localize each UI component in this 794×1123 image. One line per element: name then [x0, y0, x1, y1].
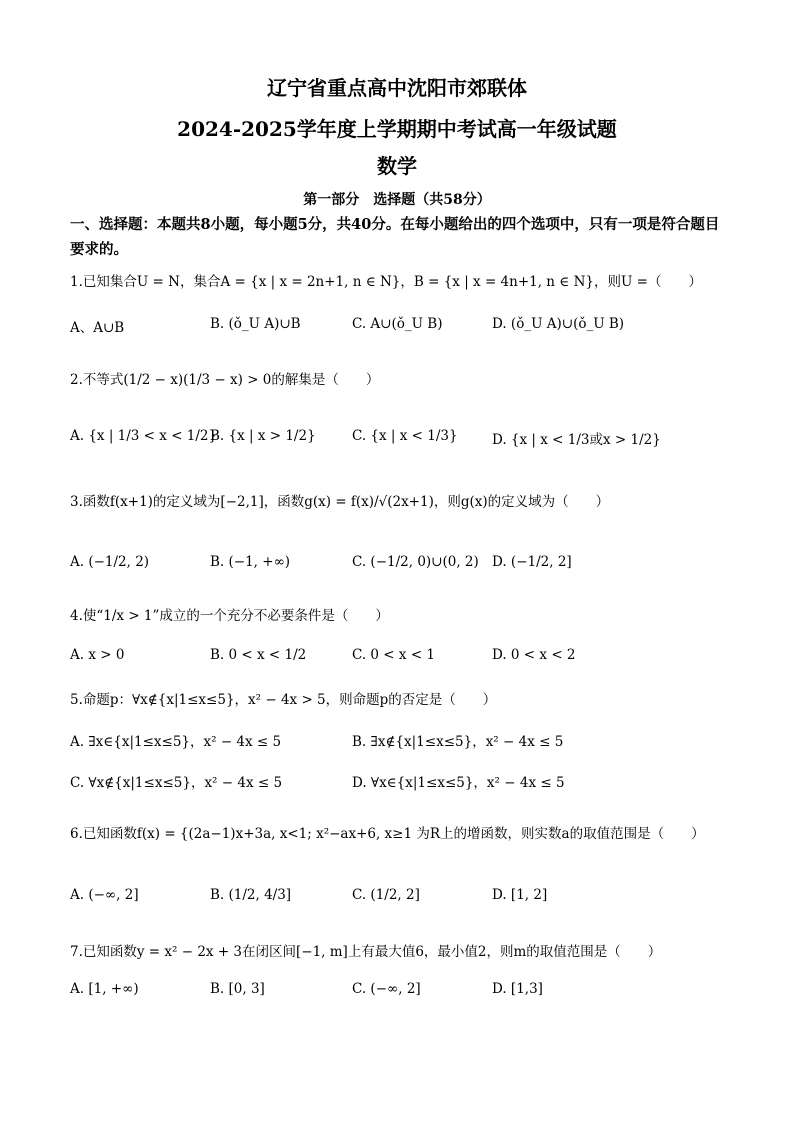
q3-option-c: C. (−1/2, 0)∪(0, 2) — [352, 554, 479, 570]
question-2-stem: 2.不等式(1/2 − x)(1/3 − x) > 0的解集是（ ） — [70, 372, 380, 388]
question-1-stem: 1.已知集合U = N，集合A = {x | x = 2n+1, n ∈ N}，B = {x | x = 4n+1, n ∈ N}，则U =（ ） — [70, 274, 702, 290]
part-heading: 第一部分 选择题（共58分） — [303, 192, 491, 208]
q7-option-a: A. [1, +∞) — [70, 981, 139, 997]
exam-subject: 数学 — [377, 154, 417, 178]
section-intro: 一、选择题：本题共8小题，每小题5分，共40分。在每小题给出的四个选项中，只有一项是符合题目要求的。 — [70, 216, 720, 258]
q3-option-d: D. (−1/2, 2] — [492, 554, 572, 570]
q1-option-a: A、A∪B — [70, 320, 125, 336]
exam-title-line2: 2024-2025学年度上学期期中考试高一年级试题 — [177, 117, 617, 141]
question-5-stem: 5.命题p：∀x∉{x|1≤x≤5}，x² − 4x > 5，则命题p的否定是（ ） — [70, 692, 497, 708]
q1-option-b: B. (ǒ_U A)∪B — [210, 316, 301, 332]
q7-option-b: B. [0, 3] — [210, 981, 265, 997]
q2-option-a: A. {x | 1/3 < x < 1/2} — [70, 428, 218, 444]
q5-option-d: D. ∀x∈{x|1≤x≤5}，x² − 4x ≤ 5 — [352, 775, 565, 791]
q2-option-d: D. {x | x < 1/3或x > 1/2} — [492, 432, 661, 448]
q4-option-d: D. 0 < x < 2 — [492, 647, 576, 663]
q5-option-b: B. ∃x∉{x|1≤x≤5}，x² − 4x ≤ 5 — [352, 734, 564, 750]
q6-option-c: C. (1/2, 2] — [352, 887, 420, 903]
q4-option-b: B. 0 < x < 1/2 — [210, 647, 307, 663]
q1-option-c: C. A∪(ǒ_U B) — [352, 316, 443, 332]
q3-option-a: A. (−1/2, 2) — [70, 554, 150, 570]
q7-option-d: D. [1,3] — [492, 981, 543, 997]
question-3-stem: 3.函数f(x+1)的定义域为[−2,1]，函数g(x) = f(x)/√(2x+1)，则g(x)的定义域为（ ） — [70, 494, 610, 510]
q1-option-d: D. (ǒ_U A)∪(ǒ_U B) — [492, 316, 625, 332]
q2-option-c: C. {x | x < 1/3} — [352, 428, 458, 444]
question-4-stem: 4.使“1/x > 1”成立的一个充分不必要条件是（ ） — [70, 608, 389, 624]
q4-option-c: C. 0 < x < 1 — [352, 647, 436, 663]
question-7-stem: 7.已知函数y = x² − 2x + 3在闭区间[−1, m]上有最大值6，最小值2，则m的取值范围是（ ） — [70, 944, 662, 960]
q6-option-d: D. [1, 2] — [492, 887, 548, 903]
q6-option-b: B. (1/2, 4/3] — [210, 887, 292, 903]
q2-option-b: B. {x | x > 1/2} — [210, 428, 316, 444]
q3-option-b: B. (−1, +∞) — [210, 554, 291, 570]
q7-option-c: C. (−∞, 2] — [352, 981, 421, 997]
q4-option-a: A. x > 0 — [70, 647, 125, 663]
question-6-stem: 6.已知函数f(x) = {(2a−1)x+3a, x<1; x²−ax+6, x≥1 为R上的增函数，则实数a的取值范围是（ ） — [70, 826, 705, 842]
q6-option-a: A. (−∞, 2] — [70, 887, 139, 903]
exam-title-line1: 辽宁省重点高中沈阳市郊联体 — [267, 76, 527, 100]
q5-option-c: C. ∀x∉{x|1≤x≤5}，x² − 4x ≤ 5 — [70, 775, 283, 791]
q5-option-a: A. ∃x∈{x|1≤x≤5}，x² − 4x ≤ 5 — [70, 734, 282, 750]
